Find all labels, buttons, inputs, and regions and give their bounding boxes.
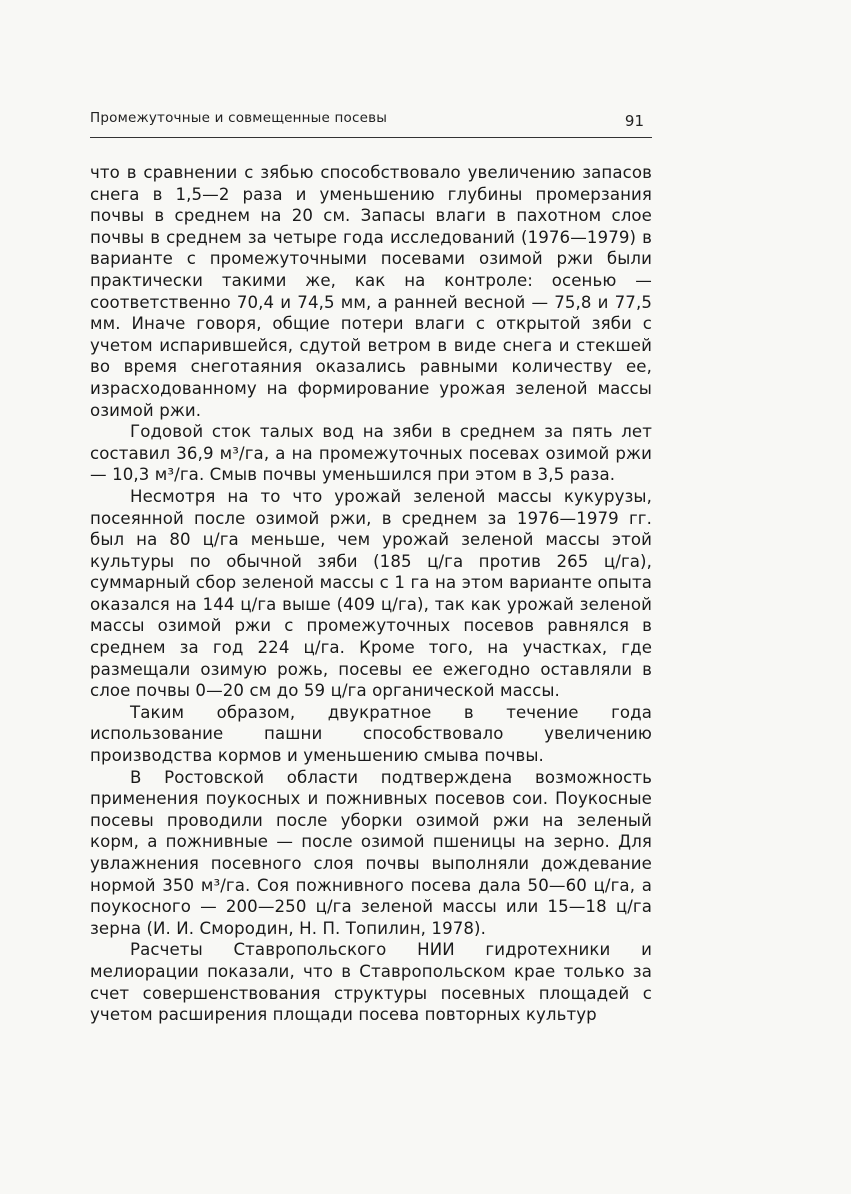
paragraph-stavropol: Расчеты Ставропольского НИИ гидротехники и мелиорации показали, что в Ставропольском крае только за счет совершенствования структуры посевных площадей с учетом расширения площади посева повторных культур <box>90 940 652 1025</box>
paragraph-runoff: Годовой сток талых вод на зяби в среднем за пять лет составил 36,9 м³/га, а на промежуточных посевах озимой ржи — 10,3 м³/га. Смыв почвы уменьшился при этом в 3,5 раза. <box>90 422 652 485</box>
header-rule <box>90 137 652 138</box>
paragraph-continued: что в сравнении с зябью способствовало увеличению запасов снега в 1,5—2 раза и уменьшению глубины промерзания почвы в среднем на 20 см. Запасы влаги в пахотном слое почвы в среднем за четыре года исследований (1976—1979) в варианте с промежуточными посевами озимой ржи были практически такими же, как на контроле: осенью — соответственно 70,4 и 74,5 мм, а ранней весной — 75,8 и 77,5 мм. Иначе говоря, общие потери влаги с открытой зяби с учетом испарившейся, сдутой ветром в виде снега и стекшей во время снеготаяния оказались равными количеству ее, израсходованному на формирование урожая зеленой массы озимой ржи. <box>90 163 652 420</box>
paragraph-rostov-soy: В Ростовской области подтверждена возможность применения поукосных и пожнивных посевов сои. Поукосные посевы проводили после уборки озимой ржи на зеленый корм, а пожнивные — после озимой пшеницы на зерно. Для увлажнения посевного слоя почвы выполняли дождевание нормой 350 м³/га. Соя пожнивного посева дала 50—60 ц/га, а поукосного — 200—250 ц/га зеленой массы или 15—18 ц/га зерна (И. И. Смородин, Н. П. Топилин, 1978). <box>90 767 652 938</box>
body-text <box>90 162 652 1026</box>
paragraph-conclusion: Таким образом, двукратное в течение года использование пашни способствовало увеличению производства кормов и уменьшению смыва почвы. <box>90 702 652 766</box>
paragraph-maize-yield: Несмотря на то что урожай зеленой массы кукурузы, посеянной после озимой ржи, в среднем за 1976—1979 гг. был на 80 ц/га меньше, чем урожай зеленой массы этой культуры по обычной зяби (185 ц/га против 265 ц/га), суммарный сбор зеленой массы с 1 га на этом варианте опыта оказался на 144 ц/га выше (409 ц/га), так как урожай зеленой массы озимой ржи с промежуточных посевов равнялся в среднем за год 224 ц/га. Кроме того, на участках, где размещали озимую рожь, посевы ее ежегодно оставляли в слое почвы 0—20 см до 59 ц/га органической массы. <box>90 486 652 701</box>
page-number: 91 <box>624 112 644 130</box>
running-head <box>90 106 652 134</box>
running-title: Промежуточные и совмещенные посевы <box>90 110 388 126</box>
